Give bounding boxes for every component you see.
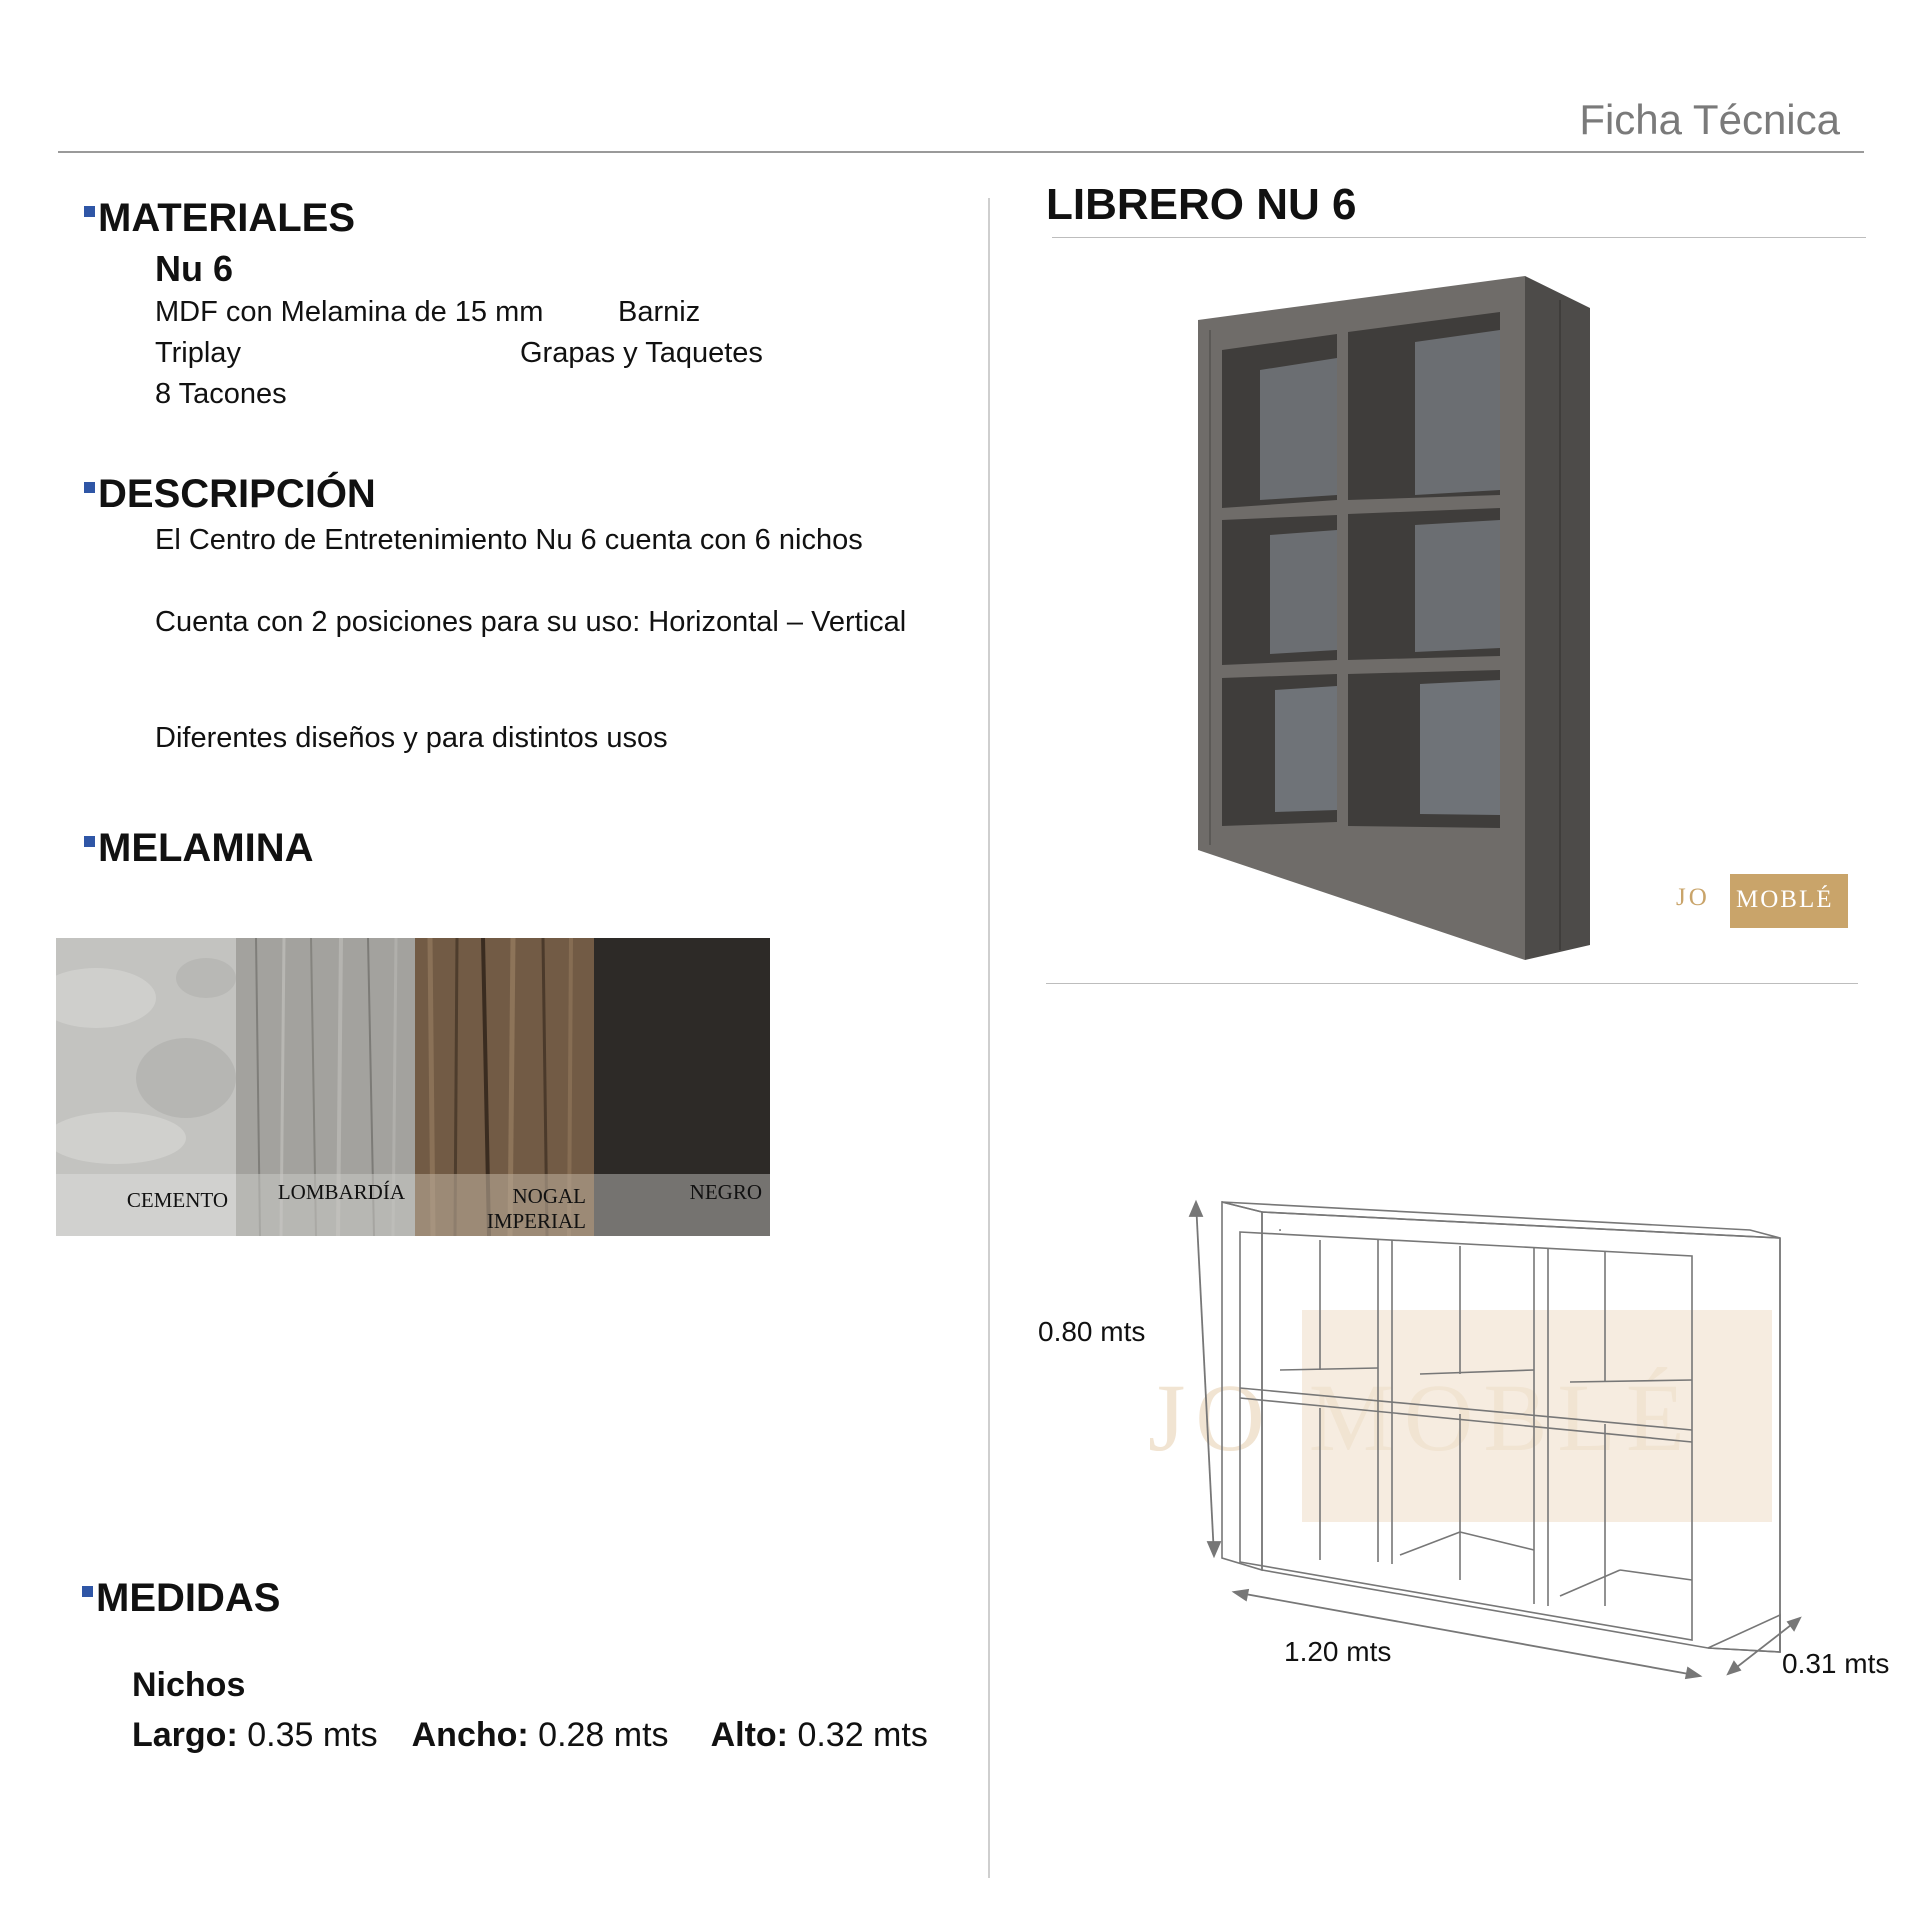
materiales-heading-text: MATERIALES xyxy=(98,196,356,240)
nichos-subheading: Nichos xyxy=(132,1666,246,1704)
alto-label: Alto: xyxy=(710,1716,788,1754)
material-item: 8 Tacones xyxy=(155,378,287,410)
swatch-label: LOMBARDÍA xyxy=(277,1180,405,1204)
swatch-nogal-imperial xyxy=(415,938,594,1236)
material-item: Barniz xyxy=(618,296,701,328)
melamine-swatches xyxy=(56,938,770,1236)
product-title: LIBRERO NU 6 xyxy=(1046,180,1357,229)
alto-value: 0.32 mts xyxy=(797,1716,928,1754)
depth-dimension-label: 0.31 mts xyxy=(1782,1648,1890,1679)
medidas-heading xyxy=(82,1576,280,1621)
material-item: Grapas y Taquetes xyxy=(520,337,763,369)
width-dimension-label: 1.20 mts xyxy=(1284,1636,1392,1667)
column-divider xyxy=(988,198,990,1878)
materiales-heading xyxy=(84,196,355,241)
melamina-heading xyxy=(84,826,314,871)
material-item: MDF con Melamina de 15 mm xyxy=(155,296,544,328)
title-underline xyxy=(1052,237,1866,238)
height-dimension-label: 0.80 mts xyxy=(1038,1316,1146,1347)
ancho-label: Ancho: xyxy=(411,1716,529,1754)
description-paragraph: Cuenta con 2 posiciones para su uso: Horizontal – Vertical xyxy=(155,606,907,638)
swatch-negro xyxy=(594,938,770,1236)
swatch-label: NOGAL IMPERIAL xyxy=(486,1184,586,1233)
bullet-icon xyxy=(84,206,95,217)
watermark-text: JO MOBLÉ xyxy=(1148,1364,1695,1471)
bullet-icon xyxy=(84,482,95,493)
brand-logo xyxy=(1676,874,1848,928)
section-divider xyxy=(1046,983,1858,984)
largo-label: Largo: xyxy=(132,1716,238,1754)
product-photo-bookshelf xyxy=(1180,270,1620,960)
logo-moble-text: MOBLÉ xyxy=(1736,886,1834,913)
medidas-heading-text: MEDIDAS xyxy=(96,1576,281,1620)
descripcion-heading xyxy=(84,472,376,517)
description-paragraph: El Centro de Entretenimiento Nu 6 cuenta con 6 nichos xyxy=(155,524,863,556)
logo-jo-text: JO xyxy=(1676,884,1710,911)
melamina-heading-text: MELAMINA xyxy=(98,826,314,870)
model-name: Nu 6 xyxy=(155,248,234,289)
bullet-icon xyxy=(82,1586,93,1597)
dimension-diagram xyxy=(1100,1160,1820,1720)
largo-value: 0.35 mts xyxy=(247,1716,378,1754)
document-title: Ficha Técnica xyxy=(1579,96,1840,143)
swatch-label: CEMENTO xyxy=(126,1188,228,1212)
description-paragraph: Diferentes diseños y para distintos usos xyxy=(155,722,668,754)
descripcion-heading-text: DESCRIPCIÓN xyxy=(98,472,376,516)
header-divider xyxy=(58,151,1864,153)
swatch-lombardia xyxy=(236,938,415,1236)
swatch-label: NEGRO xyxy=(689,1180,762,1204)
swatch-cemento xyxy=(56,938,236,1236)
ancho-value: 0.28 mts xyxy=(538,1716,669,1754)
nichos-measurements xyxy=(132,1716,928,1755)
material-item: Triplay xyxy=(155,337,241,369)
bullet-icon xyxy=(84,836,95,847)
